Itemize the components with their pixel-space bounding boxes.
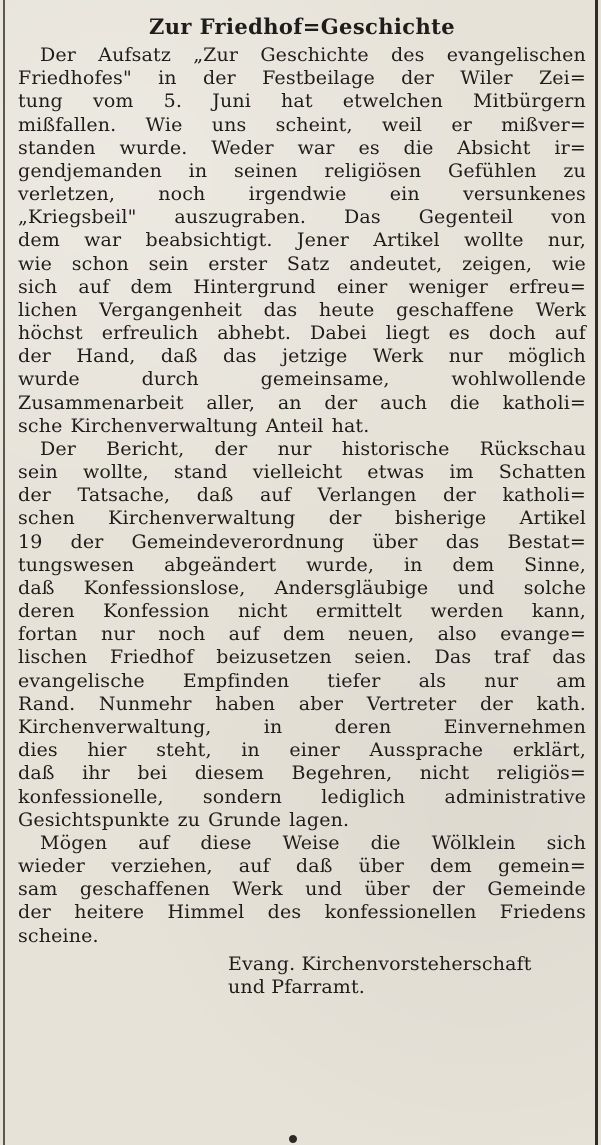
- right-column-rule: [595, 0, 598, 1145]
- text-line: tung vom 5. Juni hat etwelchen Mitbürgern: [18, 90, 586, 113]
- text-line: sich auf dem Hintergrund einer weniger erfreu=: [18, 275, 586, 298]
- column-end-mark: [289, 1135, 297, 1143]
- text-line: Gesichtspunkte zu Grunde lagen.: [18, 808, 350, 831]
- text-line: „Kriegsbeil" auszugraben. Das Gegenteil von: [18, 206, 586, 229]
- text-line: standen wurde. Weder war es die Absicht ir=: [18, 136, 586, 159]
- text-line: verletzen, noch irgendwie ein versunkenes: [18, 183, 586, 206]
- text-line: daß ihr bei diesem Begehren, nicht religiös=: [18, 762, 586, 785]
- text-line: sche Kirchenverwaltung Anteil hat.: [18, 414, 370, 437]
- text-line: sein wollte, stand vielleicht etwas im Schatten: [18, 461, 586, 484]
- text-line: gendjemanden in seinen religiösen Gefühlen zu: [18, 159, 586, 182]
- text-line: deren Konfession nicht ermittelt werden kann,: [18, 600, 586, 623]
- text-line: evangelische Empfinden tiefer als nur am: [18, 669, 586, 692]
- text-line: mißfallen. Wie uns scheint, weil er mißver=: [18, 113, 586, 136]
- text-line: Friedhofes" in der Festbeilage der Wiler Zei=: [18, 67, 586, 90]
- signature-line: Evang. Kirchenvorsteherschaft: [228, 952, 532, 975]
- text-line: Mögen auf diese Weise die Wölklein sich: [40, 831, 586, 854]
- signature: [18, 953, 586, 999]
- text-line: der Hand, daß das jetzige Werk nur möglich: [18, 345, 586, 368]
- text-line: daß Konfessionslose, Andersgläubige und solche: [18, 576, 586, 599]
- left-column-rule: [3, 0, 5, 1145]
- text-line: der heitere Himmel des konfessionellen Friedens: [18, 901, 586, 924]
- paragraph: [18, 438, 586, 832]
- text-line: 19 der Gemeindeverordnung über das Bestat=: [18, 530, 586, 553]
- text-line: Kirchenverwaltung, in deren Einvernehmen: [18, 715, 586, 738]
- text-line: sam geschaffenen Werk und über der Gemeinde: [18, 878, 586, 901]
- text-line: höchst erfreulich abhebt. Dabei liegt es doch auf: [18, 322, 586, 345]
- text-line: schen Kirchenverwaltung der bisherige Artikel: [18, 507, 586, 530]
- text-line: wie schon sein erster Satz andeutet, zeigen, wie: [18, 252, 586, 275]
- text-line: konfessionelle, sondern lediglich administrative: [18, 785, 586, 808]
- text-line: Der Aufsatz „Zur Geschichte des evangelischen: [40, 44, 586, 66]
- text-line: dem war beabsichtigt. Jener Artikel wollte nur,: [18, 229, 586, 252]
- text-line: scheine.: [18, 924, 99, 947]
- text-line: lichen Vergangenheit das heute geschaffene Werk: [18, 298, 586, 321]
- text-line: fortan nur noch auf dem neuen, also evange=: [18, 623, 586, 646]
- text-line: wurde durch gemeinsame, wohlwollende: [18, 368, 586, 391]
- article: [18, 14, 586, 999]
- text-line: wieder verziehen, auf daß über dem gemein=: [18, 855, 586, 878]
- text-line: Rand. Nunmehr haben aber Vertreter der kath.: [18, 692, 586, 715]
- text-line: Der Bericht, der nur historische Rückschau: [40, 437, 586, 460]
- text-line: der Tatsache, daß auf Verlangen der katholi=: [18, 484, 586, 507]
- signature-line: und Pfarramt.: [228, 975, 365, 998]
- paragraph: [18, 44, 586, 438]
- article-title: Zur Friedhof=Geschichte: [149, 14, 455, 39]
- text-line: dies hier steht, in einer Aussprache erklärt,: [18, 739, 586, 762]
- text-line: tungswesen abgeändert wurde, in dem Sinne,: [18, 553, 586, 576]
- text-line: lischen Friedhof beizusetzen seien. Das traf das: [18, 646, 586, 669]
- paragraph: [18, 832, 586, 948]
- text-line: Zusammenarbeit aller, an der auch die katholi=: [18, 391, 586, 414]
- article-body: [18, 44, 586, 948]
